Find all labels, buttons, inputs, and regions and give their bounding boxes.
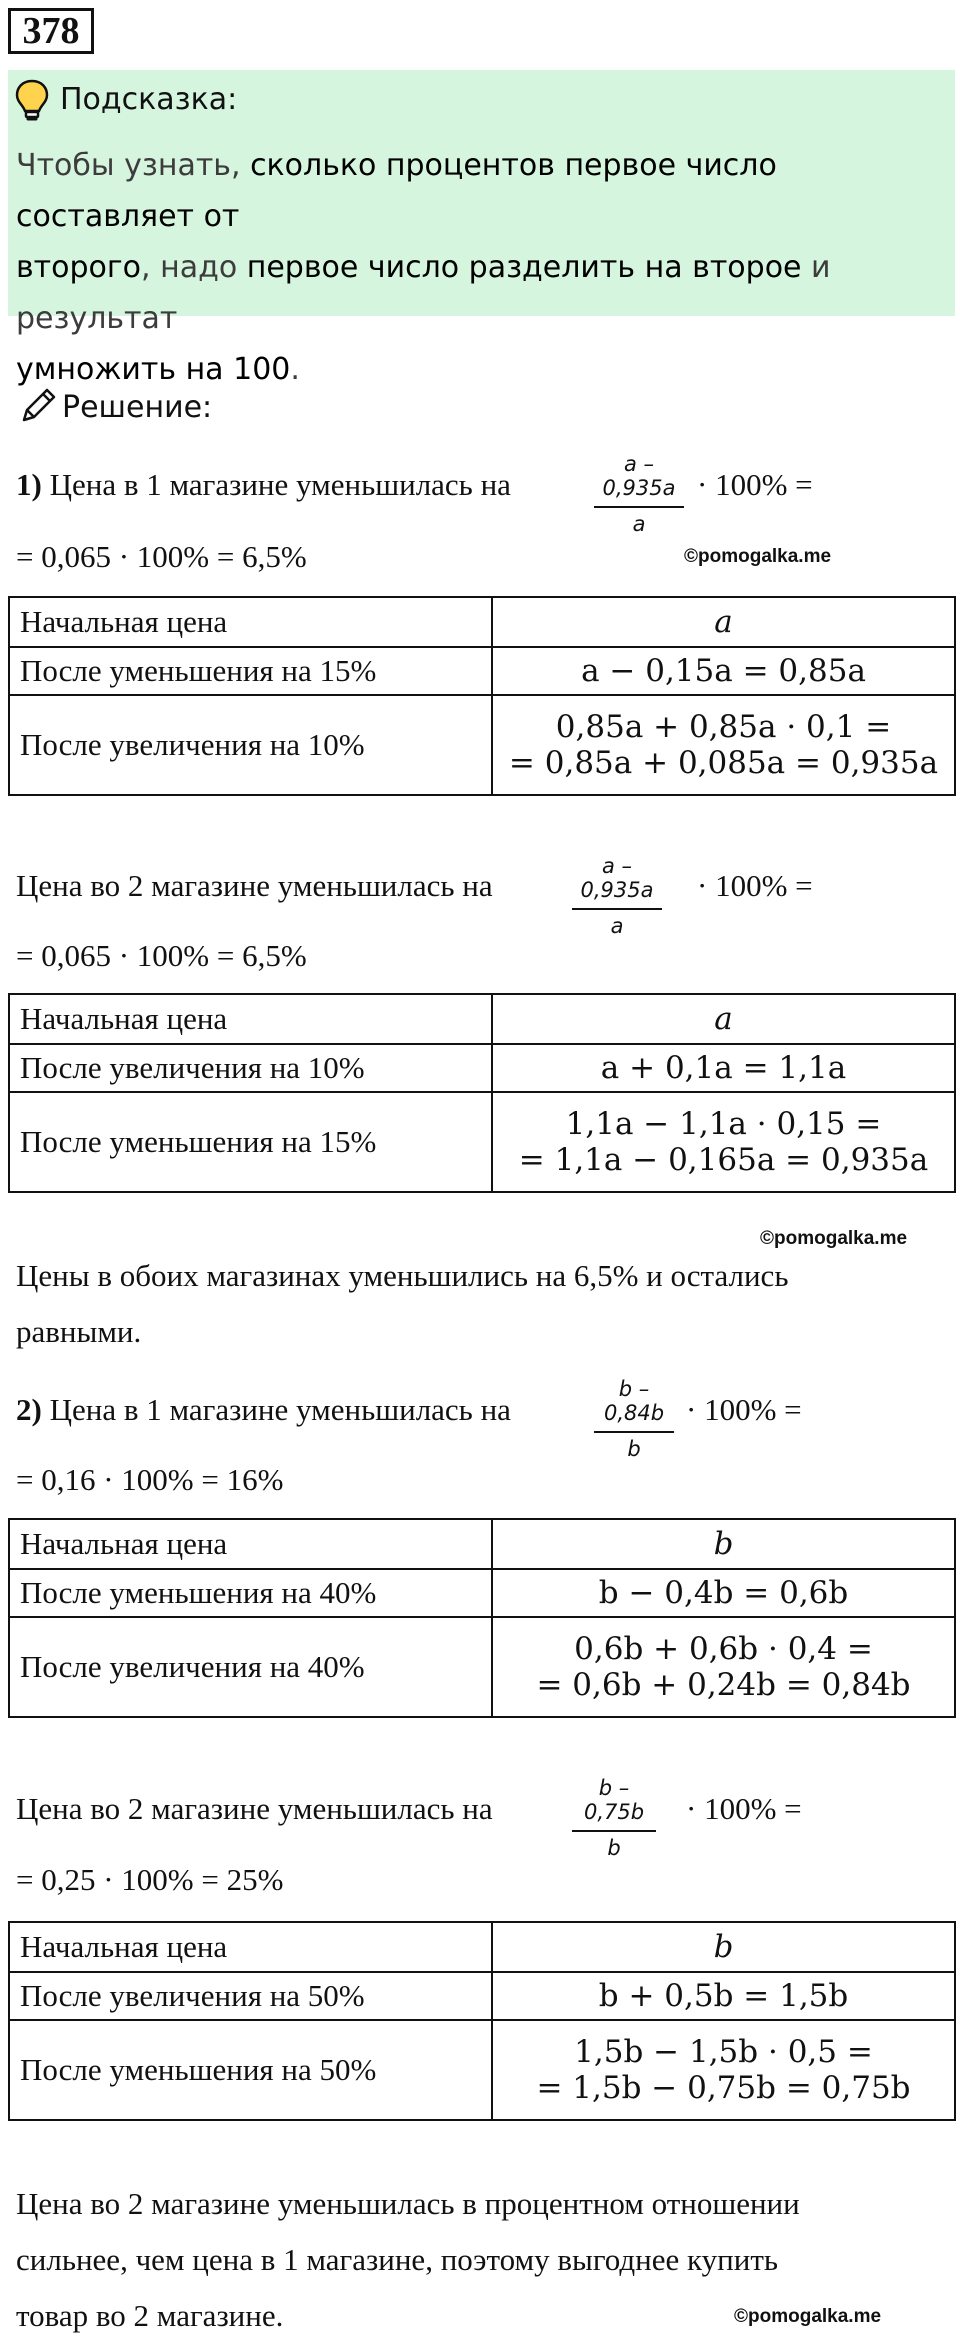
part1-table1 — [8, 596, 956, 796]
table-cell: Начальная цена — [9, 1519, 492, 1569]
watermark: ©pomogalka.me — [734, 2306, 882, 2327]
part1-shop2-frac-tail: · 100% = — [697, 868, 813, 903]
table-cell: Начальная цена — [9, 597, 492, 647]
pencil-icon — [16, 384, 60, 428]
table-cell: b + 0,5b = 1,5b — [492, 1972, 955, 2020]
part1-shop2-line2: = 0,065 · 100% = 6,5% — [16, 938, 307, 973]
table-cell: a — [492, 994, 955, 1044]
part2-table1 — [8, 1518, 956, 1718]
part2-shop2-line2: = 0,25 · 100% = 25% — [16, 1862, 284, 1897]
part2-shop2-frac-tail: · 100% = — [686, 1791, 802, 1826]
table-cell: b — [492, 1922, 955, 1972]
watermark: ©pomogalka.me — [760, 1228, 908, 1249]
table-cell: Начальная цена — [9, 994, 492, 1044]
table-cell: После увеличения на 50% — [9, 1972, 492, 2020]
part1-shop2-line1: Цена во 2 магазине уменьшилась на — [16, 868, 493, 903]
part2-shop1-fraction: b – 0,84b b — [594, 1377, 674, 1461]
table-cell: После увеличения на 40% — [9, 1617, 492, 1717]
task-number: 378 — [8, 8, 94, 54]
part1-table2 — [8, 993, 956, 1193]
part1-conclusion: Цены в обоих магазинах уменьшились на 6,5% и остались равными. — [16, 1258, 789, 1349]
table-cell: После увеличения на 10% — [9, 695, 492, 795]
table-cell: a − 0,15a = 0,85a — [492, 647, 955, 695]
table-cell: a + 0,1a = 1,1a — [492, 1044, 955, 1092]
table-cell: После уменьшения на 15% — [9, 1092, 492, 1192]
table-cell: После уменьшения на 15% — [9, 647, 492, 695]
table-cell: Начальная цена — [9, 1922, 492, 1972]
part1-shop1-fraction: a – 0,935a a — [594, 452, 684, 536]
part1-shop1-frac-tail: · 100% = — [697, 467, 813, 502]
part2-table2 — [8, 1921, 956, 2121]
table-cell: b — [492, 1519, 955, 1569]
solution-title: Решение: — [62, 390, 213, 425]
part2-shop2-fraction: b – 0,75b b — [572, 1776, 656, 1860]
final-conclusion: Цена во 2 магазине уменьшилась в процентном отношении сильнее, чем цена в 1 магазине, поэтому выгоднее купить товар во 2 магазине. — [16, 2186, 800, 2333]
table-cell: 0,6b + 0,6b · 0,4 = = 0,6b + 0,24b = 0,84b — [492, 1617, 955, 1717]
part2-shop1-line2: = 0,16 · 100% = 16% — [16, 1462, 284, 1497]
part2-shop1-line1: 2) Цена в 1 магазине уменьшилась на — [16, 1392, 511, 1427]
table-cell: После уменьшения на 50% — [9, 2020, 492, 2120]
part1-shop1-line1: 1) Цена в 1 магазине уменьшилась на — [16, 467, 511, 502]
table-cell: 1,1a − 1,1a · 0,15 = = 1,1a − 0,165a = 0,935a — [492, 1092, 955, 1192]
hint-title: Подсказка: — [60, 82, 238, 117]
table-cell: 1,5b − 1,5b · 0,5 = = 1,5b − 0,75b = 0,75b — [492, 2020, 955, 2120]
part1-shop2-fraction: a – 0,935a a — [572, 854, 662, 938]
part1-shop1-line2: = 0,065 · 100% = 6,5% — [16, 539, 307, 574]
hint-text: Чтобы узнать, сколько процентов первое число составляет от второго, надо первое число разделить на второе и результат умножить на 100. — [16, 148, 831, 387]
part2-shop2-line1: Цена во 2 магазине уменьшилась на — [16, 1791, 493, 1826]
part2-shop1-frac-tail: · 100% = — [686, 1392, 802, 1427]
lightbulb-icon — [14, 78, 50, 124]
watermark: ©pomogalka.me — [684, 546, 832, 567]
table-cell: После увеличения на 10% — [9, 1044, 492, 1092]
table-cell: После уменьшения на 40% — [9, 1569, 492, 1617]
table-cell: a — [492, 597, 955, 647]
table-cell: 0,85a + 0,85a · 0,1 = = 0,85a + 0,085a = 0,935a — [492, 695, 955, 795]
table-cell: b − 0,4b = 0,6b — [492, 1569, 955, 1617]
